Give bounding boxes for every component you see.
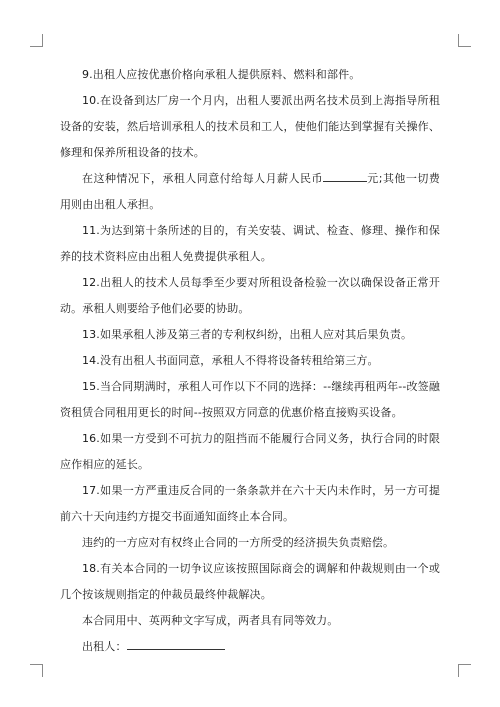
clause-11: 11.为达到第十条所述的目的，有关安装、调试、检查、修理、操作和保养的技术资料应由出租人免费提供承租人。	[60, 224, 440, 263]
salary-amount-blank[interactable]	[323, 171, 367, 182]
clause-16: 16.如果一方受到不可抗力的阻挡而不能履行合同义务，执行合同的时限应作相应的延长。	[60, 432, 440, 471]
clause-14: 14.没有出租人书面同意，承租人不得将设备转租给第三方。	[82, 354, 379, 367]
clause-13: 13.如果承租人涉及第三者的专利权纠纷，出租人应对其后果负责。	[82, 328, 413, 341]
lessor-signature-blank[interactable]	[127, 639, 225, 650]
clause-17: 17.如果一方严重违反合同的一条条款并在六十天内未作时，另一方可提前六十天向违约方提交书面通知面终止本合同。	[60, 484, 440, 523]
crop-mark-bottom-left	[30, 664, 43, 677]
language-clause: 本合同用中、英两种文字写成，两者具有同等效力。	[82, 614, 339, 627]
clause-18: 18.有关本合同的一切争议应该按照国际商会的调解和仲裁规则由一个或几个按该规则指定的仲裁员最终仲裁解决。	[60, 562, 440, 601]
document-page	[60, 62, 440, 660]
clause-10: 10.在设备到达厂房一个月内，出租人要派出两名技术员到上海指导所租设备的安装，然后培训承租人的技术员和工人，使他们能达到掌握有关操作、修理和保养所租设备的技术。	[60, 94, 440, 159]
lessor-label: 出租人：	[82, 640, 127, 653]
salary-text-before: 在这种情况下，承租人同意付给每人月薪人民币	[82, 172, 323, 185]
clause-12: 12.出租人的技术人员每季至少要对所租设备检验一次以确保设备正常开动。承租人则要给予他们必要的协助。	[60, 276, 440, 315]
clause-15: 15.当合同期满时，承租人可作以下不同的选择：--继续再租两年--改签融资租赁合同租用更长的时间--按照双方同意的优惠价格直接购买设备。	[60, 380, 440, 419]
lessor-signature-line	[60, 634, 440, 660]
crop-mark-bottom-right	[458, 664, 471, 677]
clause-17-compensation: 违约的一方应对有权终止合同的一方所受的经济损失负责赔偿。	[82, 536, 395, 549]
crop-mark-top-right	[458, 34, 471, 47]
clause-9: 9.出租人应按优惠价格向承租人提供原料、燃料和部件。	[82, 68, 361, 81]
salary-text-after: 元;其他一切费用则由出租人承担。	[60, 172, 440, 211]
clause-10-salary	[60, 166, 440, 218]
crop-mark-top-left	[30, 34, 43, 47]
